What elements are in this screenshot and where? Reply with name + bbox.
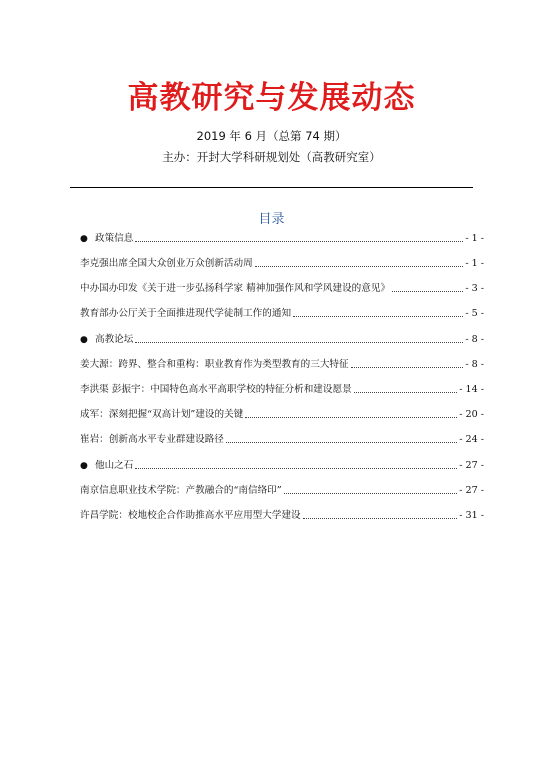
toc-title: 目录 [258,212,285,227]
toc-section-entry[interactable] [80,459,484,473]
toc-page-number: - 27 - [459,485,484,496]
toc-article-entry[interactable] [80,433,484,447]
toc-entry-label: 中办国办印发《关于进一步弘扬科学家 精神加强作风和学风建设的意见》 [80,283,391,294]
bullet-icon: ● [80,461,88,471]
toc-article-entry[interactable] [80,257,484,271]
dot-leader [284,484,458,494]
toc-page-number: - 1 - [465,258,484,269]
toc-page-number: - 24 - [459,434,484,445]
bullet-icon: ● [80,335,88,345]
toc-entry-label: 李克强出席全国大众创业万众创新活动周 [80,258,253,269]
dot-leader [293,307,463,317]
toc-entry-label: 高教论坛 [95,334,134,345]
sponsor-line: 主办：开封大学科研规划处（高教研究室） [162,150,381,164]
journal-title: 高教研究与发展动态 [127,80,416,116]
toc-entry-label: 他山之石 [95,460,134,471]
toc-page-number: - 8 - [465,334,484,345]
toc-entry-label: 姜大源：跨界、整合和重构：职业教育作为类型教育的三大特征 [80,359,349,370]
toc-section-entry[interactable] [80,232,484,246]
dot-leader [351,358,464,368]
toc-entry-label: 李洪渠 彭振宇：中国特色高水平高职学校的特征分析和建设愿景 [80,384,352,395]
dot-leader [135,459,457,469]
dot-leader [245,408,457,418]
toc-article-entry[interactable] [80,282,484,296]
issue-line: 2019 年 6 月（总第 74 期） [196,129,347,143]
toc-entry-label: 政策信息 [95,233,134,244]
header-divider [70,187,473,188]
toc-page-number: - 8 - [465,359,484,370]
dot-leader [135,232,463,242]
toc-page-number: - 31 - [459,510,484,521]
toc-article-entry[interactable] [80,383,484,397]
toc-page-number: - 3 - [465,283,484,294]
toc-page-number: - 27 - [459,460,484,471]
toc-page-number: - 1 - [465,233,484,244]
toc-article-entry[interactable] [80,408,484,422]
toc-page-number: - 5 - [465,308,484,319]
toc-article-entry[interactable] [80,307,484,321]
dot-leader [226,433,457,443]
toc-article-entry[interactable] [80,509,484,523]
dot-leader [255,257,464,267]
toc-article-entry[interactable] [80,484,484,498]
dot-leader [135,333,463,343]
toc-section-entry[interactable] [80,333,484,347]
toc-entry-label: 许昌学院：校地校企合作助推高水平应用型大学建设 [80,510,301,521]
toc-page-number: - 20 - [459,409,484,420]
bullet-icon: ● [80,234,88,244]
dot-leader [392,282,463,292]
toc-entry-label: 成军：深刻把握“双高计划”建设的关键 [80,409,244,420]
toc-entry-label: 教育部办公厅关于全面推进现代学徒制工作的通知 [80,308,292,319]
toc-article-entry[interactable] [80,358,484,372]
toc-entry-label: 崔岩：创新高水平专业群建设路径 [80,434,224,445]
toc-entry-label: 南京信息职业技术学院：产教融合的“南信络印” [80,485,282,496]
toc-page-number: - 14 - [459,384,484,395]
dot-leader [354,383,458,393]
dot-leader [303,509,458,519]
